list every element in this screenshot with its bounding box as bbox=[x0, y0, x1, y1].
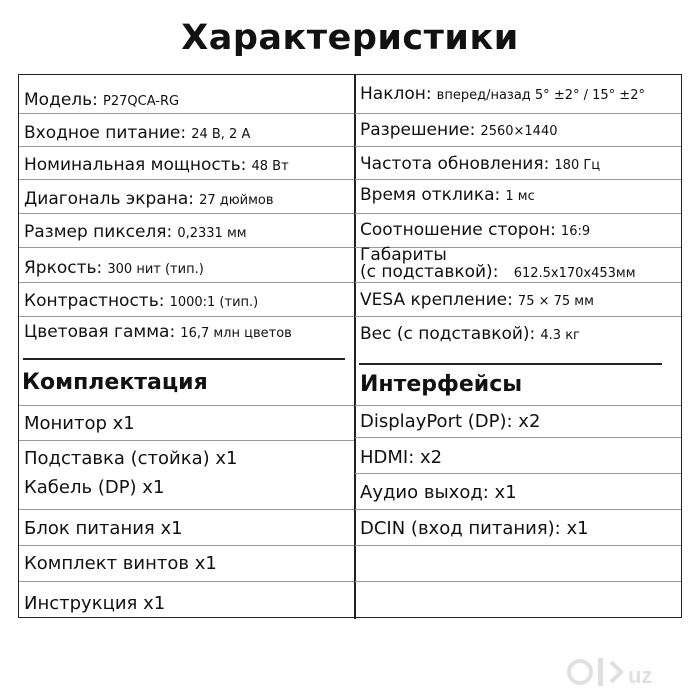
row-divider bbox=[355, 545, 681, 546]
package-item: Монитор x1 bbox=[24, 413, 135, 434]
row-divider bbox=[19, 316, 354, 317]
spec-weight: Вес (с подставкой): 4.3 кг bbox=[360, 324, 580, 344]
row-divider bbox=[355, 405, 681, 406]
row-divider bbox=[19, 405, 354, 406]
package-item: Блок питания x1 bbox=[24, 518, 183, 539]
row-divider bbox=[19, 113, 354, 114]
row-divider bbox=[19, 282, 354, 283]
spec-refresh-rate: Частота обновления: 180 Гц bbox=[360, 154, 601, 174]
row-divider bbox=[355, 437, 681, 438]
spec-aspect-ratio: Соотношение сторон: 16:9 bbox=[360, 220, 591, 240]
interface-item: Аудио выход: x1 bbox=[360, 482, 517, 503]
spec-brightness: Яркость: 300 нит (тип.) bbox=[24, 258, 204, 278]
row-divider bbox=[355, 509, 681, 510]
column-divider bbox=[354, 74, 356, 619]
interfaces-heading: Интерфейсы bbox=[360, 372, 523, 397]
spec-dimensions-line2: (с подставкой): 612.5x170x453мм bbox=[360, 262, 636, 282]
spec-resolution: Разрешение: 2560×1440 bbox=[360, 120, 558, 140]
package-heading: Комплектация bbox=[22, 370, 208, 395]
row-divider bbox=[355, 213, 681, 214]
section-divider bbox=[359, 363, 662, 365]
row-divider bbox=[355, 179, 681, 180]
section-divider bbox=[23, 358, 345, 360]
row-divider bbox=[355, 316, 681, 317]
watermark-text: uz bbox=[628, 663, 653, 688]
watermark-logo bbox=[566, 652, 686, 692]
spec-rated-power: Номинальная мощность: 48 Вт bbox=[24, 155, 289, 175]
spec-pixel-size: Размер пикселя: 0,2331 мм bbox=[24, 222, 247, 242]
row-divider bbox=[355, 146, 681, 147]
row-divider bbox=[19, 146, 354, 147]
row-divider bbox=[19, 509, 354, 510]
spec-color-gamut: Цветовая гамма: 16,7 млн цветов bbox=[24, 322, 292, 342]
page-title: Характеристики bbox=[181, 18, 519, 58]
spec-dimensions: Габариты bbox=[360, 245, 447, 265]
spec-vesa: VESA крепление: 75 × 75 мм bbox=[360, 290, 594, 310]
row-divider bbox=[19, 247, 354, 248]
spec-response-time: Время отклика: 1 мс bbox=[360, 185, 535, 205]
row-divider bbox=[355, 282, 681, 283]
spec-diagonal: Диагональ экрана: 27 дюймов bbox=[24, 189, 274, 209]
package-item: Комплект винтов x1 bbox=[24, 553, 217, 574]
row-divider bbox=[19, 213, 354, 214]
spec-model: Модель: P27QCA-RG bbox=[24, 90, 180, 110]
package-item: Подставка (стойка) x1 bbox=[24, 448, 238, 469]
row-divider bbox=[355, 581, 681, 582]
spec-input-power: Входное питание: 24 В, 2 А bbox=[24, 123, 251, 143]
package-item: Инструкция x1 bbox=[24, 593, 166, 614]
row-divider bbox=[355, 113, 681, 114]
row-divider bbox=[19, 179, 354, 180]
spec-table bbox=[18, 74, 682, 618]
row-divider bbox=[19, 440, 354, 441]
interface-item: HDMI: x2 bbox=[360, 447, 443, 468]
package-item: Кабель (DP) x1 bbox=[24, 477, 165, 498]
row-divider bbox=[355, 473, 681, 474]
spec-contrast: Контрастность: 1000:1 (тип.) bbox=[24, 291, 259, 311]
interface-item: DCIN (вход питания): x1 bbox=[360, 518, 589, 539]
row-divider bbox=[19, 545, 354, 546]
row-divider bbox=[19, 581, 354, 582]
interface-item: DisplayPort (DP): x2 bbox=[360, 411, 541, 432]
spec-tilt: Наклон: вперед/назад 5° ±2° / 15° ±2° bbox=[360, 84, 645, 104]
